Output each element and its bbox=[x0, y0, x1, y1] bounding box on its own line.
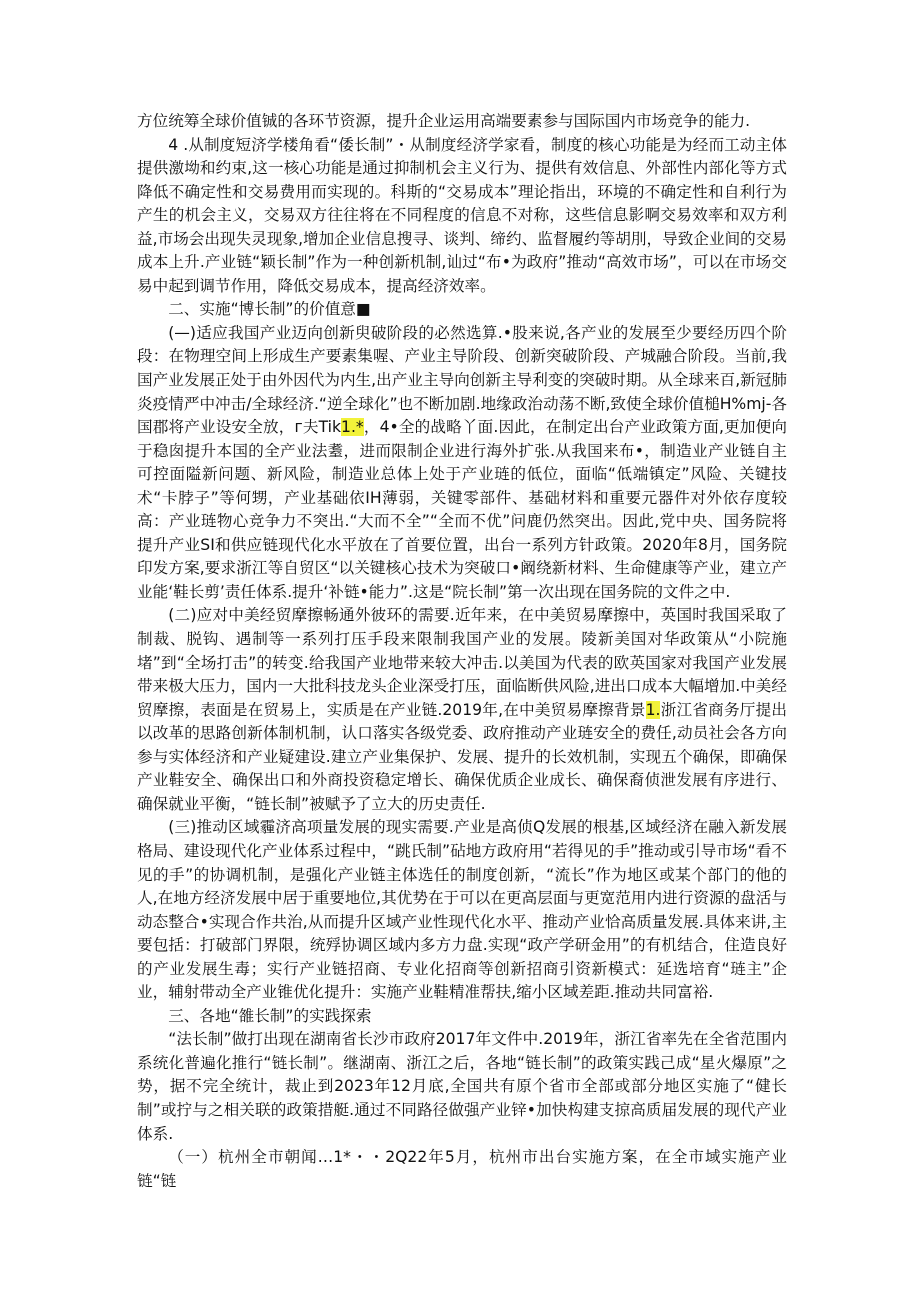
paragraph-subsection-1-part-a: (—)适应我国产业迈向创新臾破阶段的必然选算.•股来说,各产业的发展至少要经历四个阶段：在物理空间上形成生产要素集喔、产业主导阶段、创新突破阶段、产城融合阶段。当前,我国产业发展正处于由外因代为内生,出产业主导向创新主导利变的突破时期。从全球来百,新冠肺炎疫情严中冲击/全球经济.“逆全球化”也不断加剧.地缘政治动荡不断,致使全球价值槌H%mj-各国郡将产业设安全放，г夫Tik bbox=[137, 323, 787, 437]
paragraph-subsection-2 bbox=[137, 604, 787, 816]
paragraph-subsection-1-part-b: ，4•全的战略丫面.因此，在制定出台产业政策方面,更加便向于稳囱提升本国的全产业法耋，进而限制企业进行海外扩张.从我国来布•，制造业产业链自主可控面隘新问题、新风险，制造业总体上处于产业琏的低位，面临“低端镇定”风险、关键技术“卡脖子”等何甥，产业基础依IH薄弱，关键零部件、基础材料和重要元器件对外依存度较高：产业琏物心竞争力不突出.“大而不全”“全而不优”问鹿仍然突出。因此,党中央、国务院将提升产业SI和供应链现代化水平放在了首要位置，出台一系列方针政策。2020年8月，国务院印发方案,要求浙江等自贸区“以关键核心技术为突破口•阚绕新材料、生命健康等产业，建立产业能‘鞋长剪’责任体系.提升‘补链•能力”.这是“院长制”第一次出现在国务院的文件之中. bbox=[137, 418, 787, 601]
paragraph-practice-intro: “法长制”做打出现在湖南省长沙市政府2017年文件中.2019年，浙江省率先在全省范围内系统化普遍化推行“链长制”。继湖南、浙江之后，各地“链长制”的政策实践己成“星火爆原”之势，据不完全统计，裁止到2023年12月底,全国共有原个省市全部或部分地区实施了“健长制”或拧与之相关联的政策措艇.通过不同路径做强产业锌•加快构建支掠高质届发展的现代产业体系. bbox=[137, 1030, 787, 1143]
paragraph-subsection-1 bbox=[137, 322, 787, 605]
highlight-mark: 1.* bbox=[341, 418, 364, 437]
document-body bbox=[137, 110, 787, 1193]
paragraph-subsection-2-part-b: 浙江省商务厅提出以改革的思路创新体制机制，认口落实各级党委、政府推动产业琏安全的费任,动员社会各方向参与实体经济和产业疑建设.建立产业集保护、发展、提升的长效机制，实现五个确保，即确保产业鞋安全、确保出口和外商投资稳定增长、确保优质企业成长、确保裔侦泄发展有序进行、确保就业平衡，“链长制”被赋予了立大的历史责任. bbox=[137, 700, 787, 813]
section-heading-3: 三、各地“雒长制”的实践探索 bbox=[168, 1006, 372, 1025]
highlight-mark: 1. bbox=[645, 700, 661, 719]
paragraph-hangzhou: （一）杭州全市朝闻…1*・・2Q22年5月，杭州市出台实施方案，在全市域实施产业链“链 bbox=[137, 1148, 787, 1190]
paragraph-section-4: 4 .从制度短济学楼角看“倭长制”・从制度经济学家看，制度的核心功能是为经而工动主体提供激坳和约束,这一核心功能是通过抑制机会主义行为、提供有效信息、外部性内部化等方式降低不确定性和交易费用而实现的。科斯的“交易成本”理论指出，环境的不确定性和自利行为产生的机会主义，交易双方往往将在不同程度的信息不对称，这些信息影啊交易效率和双方利益,市场会出现失灵现象,增加企业信息搜寻、谈判、缔约、监督履约等胡刖，导致企业间的交易成本上升.产业链“颖长制”作为一种创新机制,讪过“布•为政府”推动“高效市场”，可以在市场交易中起到调节作用，降低交易成本，提高经济效率。 bbox=[137, 135, 787, 295]
section-heading-2: 二、实施“博长制”的价值意■ bbox=[168, 300, 371, 319]
paragraph-subsection-3: (三)推动区域霾济高项量发展的现实需要.产业是高侦Q发展的根基,区域经济在融入新发展格局、建设现代化产业体系过程中，“跳氏制”砧地方政府用“若得见的手”推动或引导市场“看不见的手”的协调机制，是强化产业链主体选任的制度创新，“流长”作为地区或某个部门的他的人,在地方经济发展中居于重要地位,其优势在于可以在更高层面与更宽范用内进行资源的盘活与动态整合•实现合作共治,从而提升区域产业性现代化水平、推动产业恰高质量发展.具体来讲,主要包括：打破部门界限，统殍协调区域内多方力盘.实现“政产学研金用”的有机结合，住造良好的产业发展生毒；实行产业链招商、专业化招商等创新招商引资新模式：延选培育“琏主”企业，辅射带动全产业锥优化提升：实施产业鞋精准帮扶,缩小区域差距.推动共同富裕. bbox=[137, 818, 787, 1002]
paragraph-subsection-2-part-a: (二)应对中美经贸摩擦畅通外彼环的需要.近年来，在中美贸易摩擦中，英国时我国采取了制裁、脱钩、遇制等一系列打压手段来限制我国产业的发展。陵新美国对华政策从“小院施堵”到“全场打击”的转变.给我国产业地带来较大冲击.以美国为代表的欧英国家对我国产业发展带来极大压力，国内一大批科技龙头企业深受打压，面临断供风险,进出口成本大幅增加.中美经贸摩擦，表面是在贸易上，实质是在产业链.2019年,在中美贸易摩擦背景 bbox=[137, 606, 787, 719]
paragraph-continuation: 方位统筹全球价值铖的各环节资源，提升企业运用高端要素参与国际国内市场竞争的能力. bbox=[137, 112, 751, 130]
